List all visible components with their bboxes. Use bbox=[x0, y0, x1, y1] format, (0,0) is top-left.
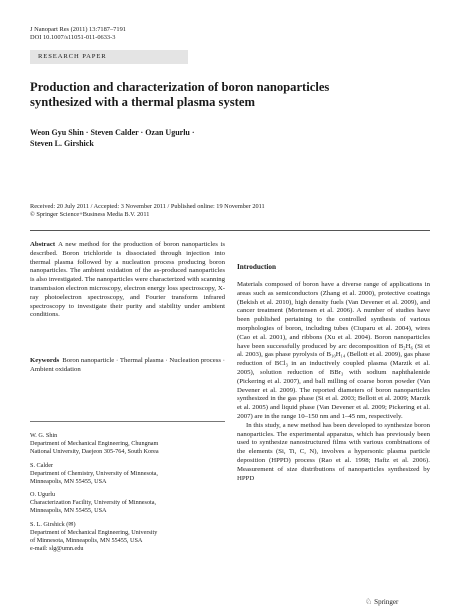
email-link[interactable]: e-mail: slg@umn.edu bbox=[30, 544, 84, 552]
abstract-section bbox=[30, 241, 225, 320]
dates-line: Received: 20 July 2011 / Accepted: 3 November 2011 / Published online: 19 November 2011 bbox=[30, 203, 265, 210]
article-type-badge: RESEARCH PAPER bbox=[30, 50, 188, 64]
affiliation-line: Department of Chemistry, University of Minnesota, bbox=[30, 469, 158, 477]
abstract-heading: Abstract bbox=[30, 241, 56, 248]
affiliation-line: Department of Mechanical Engineering, Chungnam bbox=[30, 439, 159, 447]
keywords-text: Boron nanoparticle · Thermal plasma · Nucleation process · Ambient oxidation bbox=[30, 357, 225, 373]
introduction-body bbox=[237, 281, 430, 483]
affiliation-line: National University, Daejeon 305-764, South Korea bbox=[30, 447, 159, 455]
affiliation-name: S. L. Girshick (✉) bbox=[30, 521, 76, 529]
header-divider bbox=[30, 230, 430, 231]
affiliation-divider bbox=[30, 421, 225, 422]
affiliation-line: Department of Mechanical Engineering, University bbox=[30, 529, 158, 537]
author-line: Steven L. Girshick bbox=[30, 138, 94, 148]
affiliations bbox=[30, 432, 225, 559]
title-line: Production and characterization of boron nanoparticles bbox=[30, 80, 330, 94]
keywords-section bbox=[30, 357, 225, 375]
paper-title bbox=[30, 80, 390, 109]
affiliation-line: Characterization Facility, University of Minnesota, bbox=[30, 499, 157, 507]
affiliation-block bbox=[30, 462, 225, 486]
springer-horse-logo-icon: ♘ bbox=[365, 597, 373, 606]
title-line: synthesized with a thermal plasma system bbox=[30, 94, 255, 109]
affiliation-block bbox=[30, 521, 225, 553]
author-line: Weon Gyu Shin · Steven Calder · Ozan Ugurlu · bbox=[30, 128, 195, 137]
publisher-footer bbox=[365, 597, 398, 606]
affiliation-block bbox=[30, 432, 225, 456]
affiliation-name: S. Calder bbox=[30, 461, 54, 469]
journal-info bbox=[30, 26, 126, 43]
journal-citation: J Nanopart Res (2011) 13:7187–7191 bbox=[30, 26, 126, 33]
affiliation-line: Minneapolis, MN 55455, USA bbox=[30, 507, 107, 515]
copyright-line: © Springer Science+Business Media B.V. 2011 bbox=[30, 211, 150, 219]
introduction-heading: Introduction bbox=[237, 263, 277, 271]
keywords-heading: Keywords bbox=[30, 357, 60, 364]
publication-dates bbox=[30, 203, 265, 220]
author-list bbox=[30, 128, 195, 149]
intro-paragraph: Materials composed of boron have a diverse range of applications in areas such as semiconductors (Zhang et al. 2000), protective coatings (Bekish et al. 2010), high density fuels (Van Devener et al. 2009), and cancer treatment (Mortensen et al. 2006). A number of studies have been published pertaining to the controlled synthesis of various morphologies of boron, including tubes (Ciuparu et al. 2004), wires (Cao et al. 2001), and ribbons (Xu et al. 2004). Boron nanoparticles have been successfully produced by arc decomposition of B₂H₆ (Si et al. 2003), gas phase pyrolysis of B₁₀H₁₄ (Bellott et al. 2009), gas phase reduction of BCl₃ in an inductively coupled plasma (Marzik et al. 2005), solution reduction of BBr₃ with sodium naphthalenide (Pickering et al. 2007), and ball milling of coarse boron powder (Van Devener et al. 2009). The reported diameters of boron nanoparticles synthesized in the gas phase (Si et al. 2003; Bellott et al. 2009; Marzik et al. 2005) and liquid phase (Van Devener et al. 2009; Pickering et al. 2007) are in the range 10–150 nm and 1–45 nm, respectively. bbox=[237, 281, 430, 420]
affiliation-name: O. Ugurlu bbox=[30, 491, 56, 499]
publisher-name: Springer bbox=[374, 598, 399, 606]
affiliation-name: W. G. Shin bbox=[30, 432, 58, 439]
abstract-text: A new method for the production of boron nanoparticles is described. Boron trichloride is dissociated through injection into thermal plasma followed by a nucleation process producing boron nanoparticles. The ambient oxidation of the as-produced nanoparticles is also investigated. The nanoparticles were characterized with scanning transmission electron microscopy, electron energy loss spectroscopy, X-ray photoelectron spectroscopy, and Fourier transform infrared spectroscopy to investigate their purity and stability under ambient conditions. bbox=[30, 241, 225, 319]
intro-paragraph: In this study, a new method has been developed to synthesize boron nanoparticles. The experimental apparatus, which has previously been used to synthesize nanostructured films with various combinations of the elements (Si, Ti, C, N), involves a hypersonic plasma particle deposition (HPPD) process (Rao et al. 1998; Hafiz et al. 2006). Measurement of size distributions of nanoparticles synthesized by HPPD bbox=[237, 421, 430, 482]
affiliation-block bbox=[30, 491, 225, 515]
doi: DOI 10.1007/s11051-011-0633-3 bbox=[30, 34, 116, 42]
affiliation-line: of Minnesota, Minneapolis, MN 55455, USA bbox=[30, 536, 143, 544]
affiliation-line: Minneapolis, MN 55455, USA bbox=[30, 477, 107, 485]
